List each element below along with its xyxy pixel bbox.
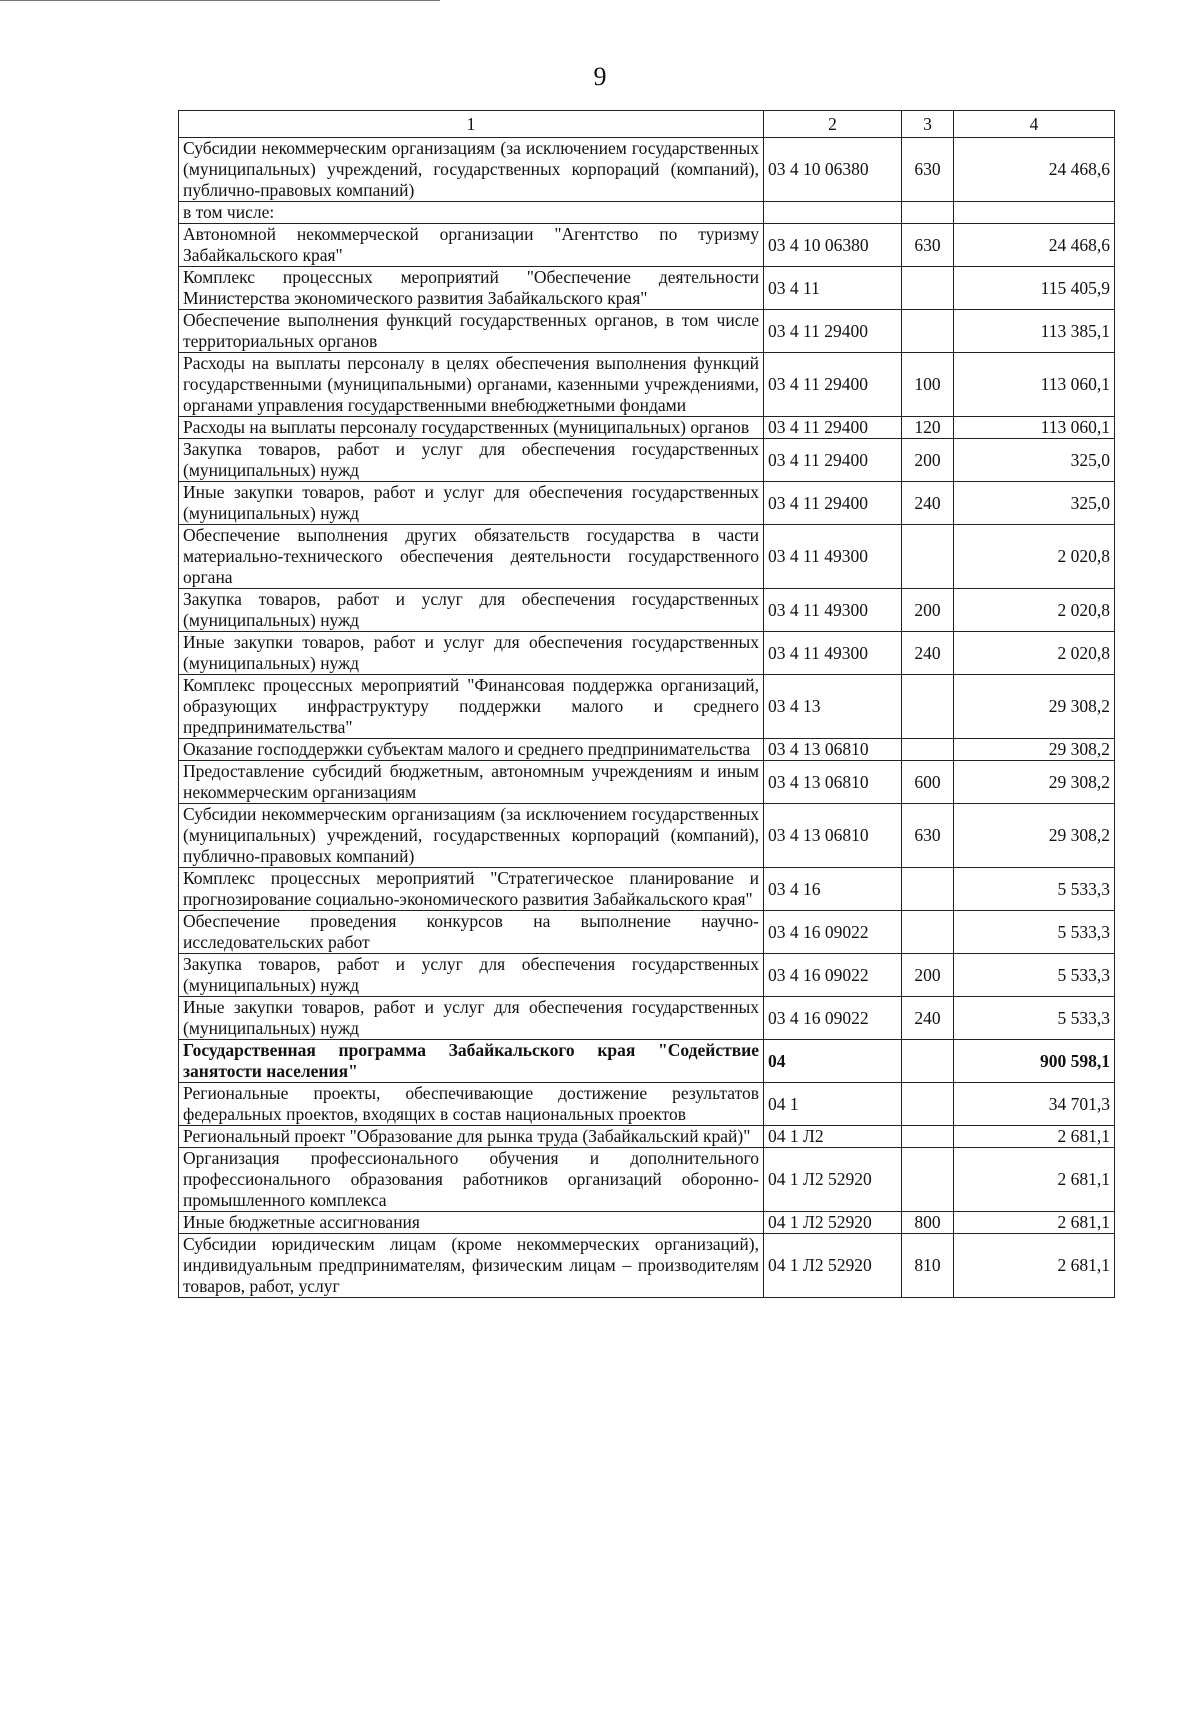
row-code-cell: 03 4 11 29400 (764, 353, 902, 417)
column-header: 1 (179, 111, 764, 138)
row-name-cell: Иные бюджетные ассигнования (179, 1212, 764, 1234)
row-amount-cell: 2 681,1 (954, 1234, 1115, 1298)
table-row (179, 310, 1115, 353)
row-name-cell: Предоставление субсидий бюджетным, автономным учреждениям и иным некоммерческим организациям (179, 761, 764, 804)
row-code-cell (764, 202, 902, 224)
row-amount-cell: 2 681,1 (954, 1148, 1115, 1212)
table-row (179, 267, 1115, 310)
row-name-cell: Расходы на выплаты персоналу в целях обеспечения выполнения функций государственными (муниципальными) органами, казенными учреждениями, органами управления государственными внебюджетными фондами (179, 353, 764, 417)
row-expense-type-cell: 200 (902, 589, 954, 632)
row-name-cell: Иные закупки товаров, работ и услуг для обеспечения государственных (муниципальных) нужд (179, 632, 764, 675)
row-name-cell: Субсидии юридическим лицам (кроме некоммерческих организаций), индивидуальным предпринимателям, физическим лицам – производителям товаров, работ, услуг (179, 1234, 764, 1298)
row-code-cell: 03 4 13 06810 (764, 804, 902, 868)
row-code-cell: 03 4 11 49300 (764, 632, 902, 675)
row-code-cell: 04 1 Л2 52920 (764, 1212, 902, 1234)
row-expense-type-cell: 810 (902, 1234, 954, 1298)
budget-table (178, 110, 1115, 1298)
table-row (179, 439, 1115, 482)
row-name-cell: Обеспечение выполнения других обязательств государства в части материально-технического обеспечения деятельности государственного органа (179, 525, 764, 589)
row-expense-type-cell: 100 (902, 353, 954, 417)
row-expense-type-cell: 630 (902, 224, 954, 267)
table-row (179, 1126, 1115, 1148)
row-amount-cell: 900 598,1 (954, 1040, 1115, 1083)
row-expense-type-cell (902, 911, 954, 954)
row-amount-cell: 29 308,2 (954, 739, 1115, 761)
table-row (179, 997, 1115, 1040)
row-amount-cell: 29 308,2 (954, 675, 1115, 739)
table-row (179, 739, 1115, 761)
row-name-cell: Региональный проект "Образование для рынка труда (Забайкальский край)" (179, 1126, 764, 1148)
row-code-cell: 03 4 11 (764, 267, 902, 310)
table-row (179, 1234, 1115, 1298)
row-amount-cell: 2 020,8 (954, 589, 1115, 632)
row-code-cell: 03 4 11 29400 (764, 417, 902, 439)
row-expense-type-cell: 800 (902, 1212, 954, 1234)
row-expense-type-cell: 120 (902, 417, 954, 439)
table-row (179, 804, 1115, 868)
row-name-cell: Иные закупки товаров, работ и услуг для обеспечения государственных (муниципальных) нужд (179, 482, 764, 525)
row-name-cell: в том числе: (179, 202, 764, 224)
table-row (179, 954, 1115, 997)
table-row (179, 589, 1115, 632)
row-expense-type-cell: 630 (902, 138, 954, 202)
row-code-cell: 04 (764, 1040, 902, 1083)
row-amount-cell: 113 060,1 (954, 417, 1115, 439)
row-name-cell: Субсидии некоммерческим организациям (за исключением государственных (муниципальных) учреждений, государственных корпораций (компаний), публично-правовых компаний) (179, 804, 764, 868)
row-code-cell: 03 4 11 49300 (764, 525, 902, 589)
row-name-cell: Закупка товаров, работ и услуг для обеспечения государственных (муниципальных) нужд (179, 954, 764, 997)
row-code-cell: 03 4 16 09022 (764, 954, 902, 997)
column-header: 4 (954, 111, 1115, 138)
row-amount-cell: 5 533,3 (954, 911, 1115, 954)
row-amount-cell: 24 468,6 (954, 138, 1115, 202)
row-expense-type-cell (902, 310, 954, 353)
row-name-cell: Комплекс процессных мероприятий "Обеспечение деятельности Министерства экономического развития Забайкальского края" (179, 267, 764, 310)
row-expense-type-cell (902, 868, 954, 911)
row-code-cell: 03 4 13 06810 (764, 739, 902, 761)
row-code-cell: 04 1 Л2 52920 (764, 1234, 902, 1298)
row-amount-cell: 24 468,6 (954, 224, 1115, 267)
row-code-cell: 04 1 Л2 (764, 1126, 902, 1148)
table-row (179, 224, 1115, 267)
top-edge-line (0, 0, 440, 1)
row-code-cell: 03 4 13 (764, 675, 902, 739)
row-code-cell: 03 4 16 09022 (764, 911, 902, 954)
table-row (179, 1212, 1115, 1234)
row-expense-type-cell (902, 1126, 954, 1148)
row-amount-cell: 325,0 (954, 439, 1115, 482)
row-code-cell: 04 1 (764, 1083, 902, 1126)
table-row (179, 761, 1115, 804)
row-code-cell: 03 4 16 09022 (764, 997, 902, 1040)
row-code-cell: 03 4 11 29400 (764, 310, 902, 353)
row-name-cell: Расходы на выплаты персоналу государственных (муниципальных) органов (179, 417, 764, 439)
column-header: 2 (764, 111, 902, 138)
row-code-cell: 03 4 10 06380 (764, 224, 902, 267)
row-name-cell: Региональные проекты, обеспечивающие достижение результатов федеральных проектов, входящих в состав национальных проектов (179, 1083, 764, 1126)
table-row (179, 1148, 1115, 1212)
row-code-cell: 03 4 10 06380 (764, 138, 902, 202)
row-amount-cell: 2 681,1 (954, 1126, 1115, 1148)
row-expense-type-cell: 240 (902, 997, 954, 1040)
row-code-cell: 04 1 Л2 52920 (764, 1148, 902, 1212)
row-amount-cell: 34 701,3 (954, 1083, 1115, 1126)
row-amount-cell: 2 681,1 (954, 1212, 1115, 1234)
row-expense-type-cell: 240 (902, 632, 954, 675)
row-amount-cell: 5 533,3 (954, 997, 1115, 1040)
row-name-cell: Субсидии некоммерческим организациям (за исключением государственных (муниципальных) учреждений, государственных корпораций (компаний), публично-правовых компаний) (179, 138, 764, 202)
row-amount-cell: 2 020,8 (954, 525, 1115, 589)
row-code-cell: 03 4 16 (764, 868, 902, 911)
row-amount-cell: 5 533,3 (954, 954, 1115, 997)
row-expense-type-cell: 200 (902, 954, 954, 997)
row-expense-type-cell (902, 739, 954, 761)
row-name-cell: Автономной некоммерческой организации "Агентство по туризму Забайкальского края" (179, 224, 764, 267)
row-amount-cell: 5 533,3 (954, 868, 1115, 911)
row-expense-type-cell (902, 1083, 954, 1126)
row-name-cell: Комплекс процессных мероприятий "Стратегическое планирование и прогнозирование социально-экономического развития Забайкальского края" (179, 868, 764, 911)
row-expense-type-cell: 200 (902, 439, 954, 482)
row-code-cell: 03 4 13 06810 (764, 761, 902, 804)
row-code-cell: 03 4 11 29400 (764, 439, 902, 482)
table-row (179, 632, 1115, 675)
table-row (179, 1083, 1115, 1126)
row-amount-cell: 29 308,2 (954, 761, 1115, 804)
row-name-cell: Обеспечение проведения конкурсов на выполнение научно-исследовательских работ (179, 911, 764, 954)
row-expense-type-cell (902, 1148, 954, 1212)
table-row (179, 417, 1115, 439)
row-name-cell: Комплекс процессных мероприятий "Финансовая поддержка организаций, образующих инфраструктуру поддержки малого и среднего предпринимательства" (179, 675, 764, 739)
row-expense-type-cell (902, 202, 954, 224)
row-expense-type-cell: 630 (902, 804, 954, 868)
row-amount-cell: 29 308,2 (954, 804, 1115, 868)
page-number: 9 (593, 62, 607, 91)
row-expense-type-cell: 600 (902, 761, 954, 804)
row-code-cell: 03 4 11 29400 (764, 482, 902, 525)
row-expense-type-cell (902, 1040, 954, 1083)
table-row (179, 202, 1115, 224)
row-name-cell: Организация профессионального обучения и дополнительного профессионального образования работников организаций оборонно-промышленного комплекса (179, 1148, 764, 1212)
column-header: 3 (902, 111, 954, 138)
row-name-cell: Закупка товаров, работ и услуг для обеспечения государственных (муниципальных) нужд (179, 439, 764, 482)
row-expense-type-cell: 240 (902, 482, 954, 525)
table-row (179, 525, 1115, 589)
row-name-cell: Обеспечение выполнения функций государственных органов, в том числе территориальных органов (179, 310, 764, 353)
table-row (179, 138, 1115, 202)
row-expense-type-cell (902, 675, 954, 739)
row-amount-cell: 325,0 (954, 482, 1115, 525)
row-name-cell: Государственная программа Забайкальского края "Содействие занятости населения" (179, 1040, 764, 1083)
table-row (179, 353, 1115, 417)
table-row (179, 675, 1115, 739)
row-name-cell: Иные закупки товаров, работ и услуг для обеспечения государственных (муниципальных) нужд (179, 997, 764, 1040)
table-row (179, 911, 1115, 954)
table-header-row (179, 111, 1115, 138)
table-row (179, 482, 1115, 525)
row-code-cell: 03 4 11 49300 (764, 589, 902, 632)
row-name-cell: Закупка товаров, работ и услуг для обеспечения государственных (муниципальных) нужд (179, 589, 764, 632)
table-row (179, 868, 1115, 911)
row-expense-type-cell (902, 525, 954, 589)
row-name-cell: Оказание господдержки субъектам малого и среднего предпринимательства (179, 739, 764, 761)
row-amount-cell: 113 060,1 (954, 353, 1115, 417)
row-amount-cell: 115 405,9 (954, 267, 1115, 310)
row-amount-cell: 2 020,8 (954, 632, 1115, 675)
row-amount-cell: 113 385,1 (954, 310, 1115, 353)
row-amount-cell (954, 202, 1115, 224)
table-row (179, 1040, 1115, 1083)
row-expense-type-cell (902, 267, 954, 310)
